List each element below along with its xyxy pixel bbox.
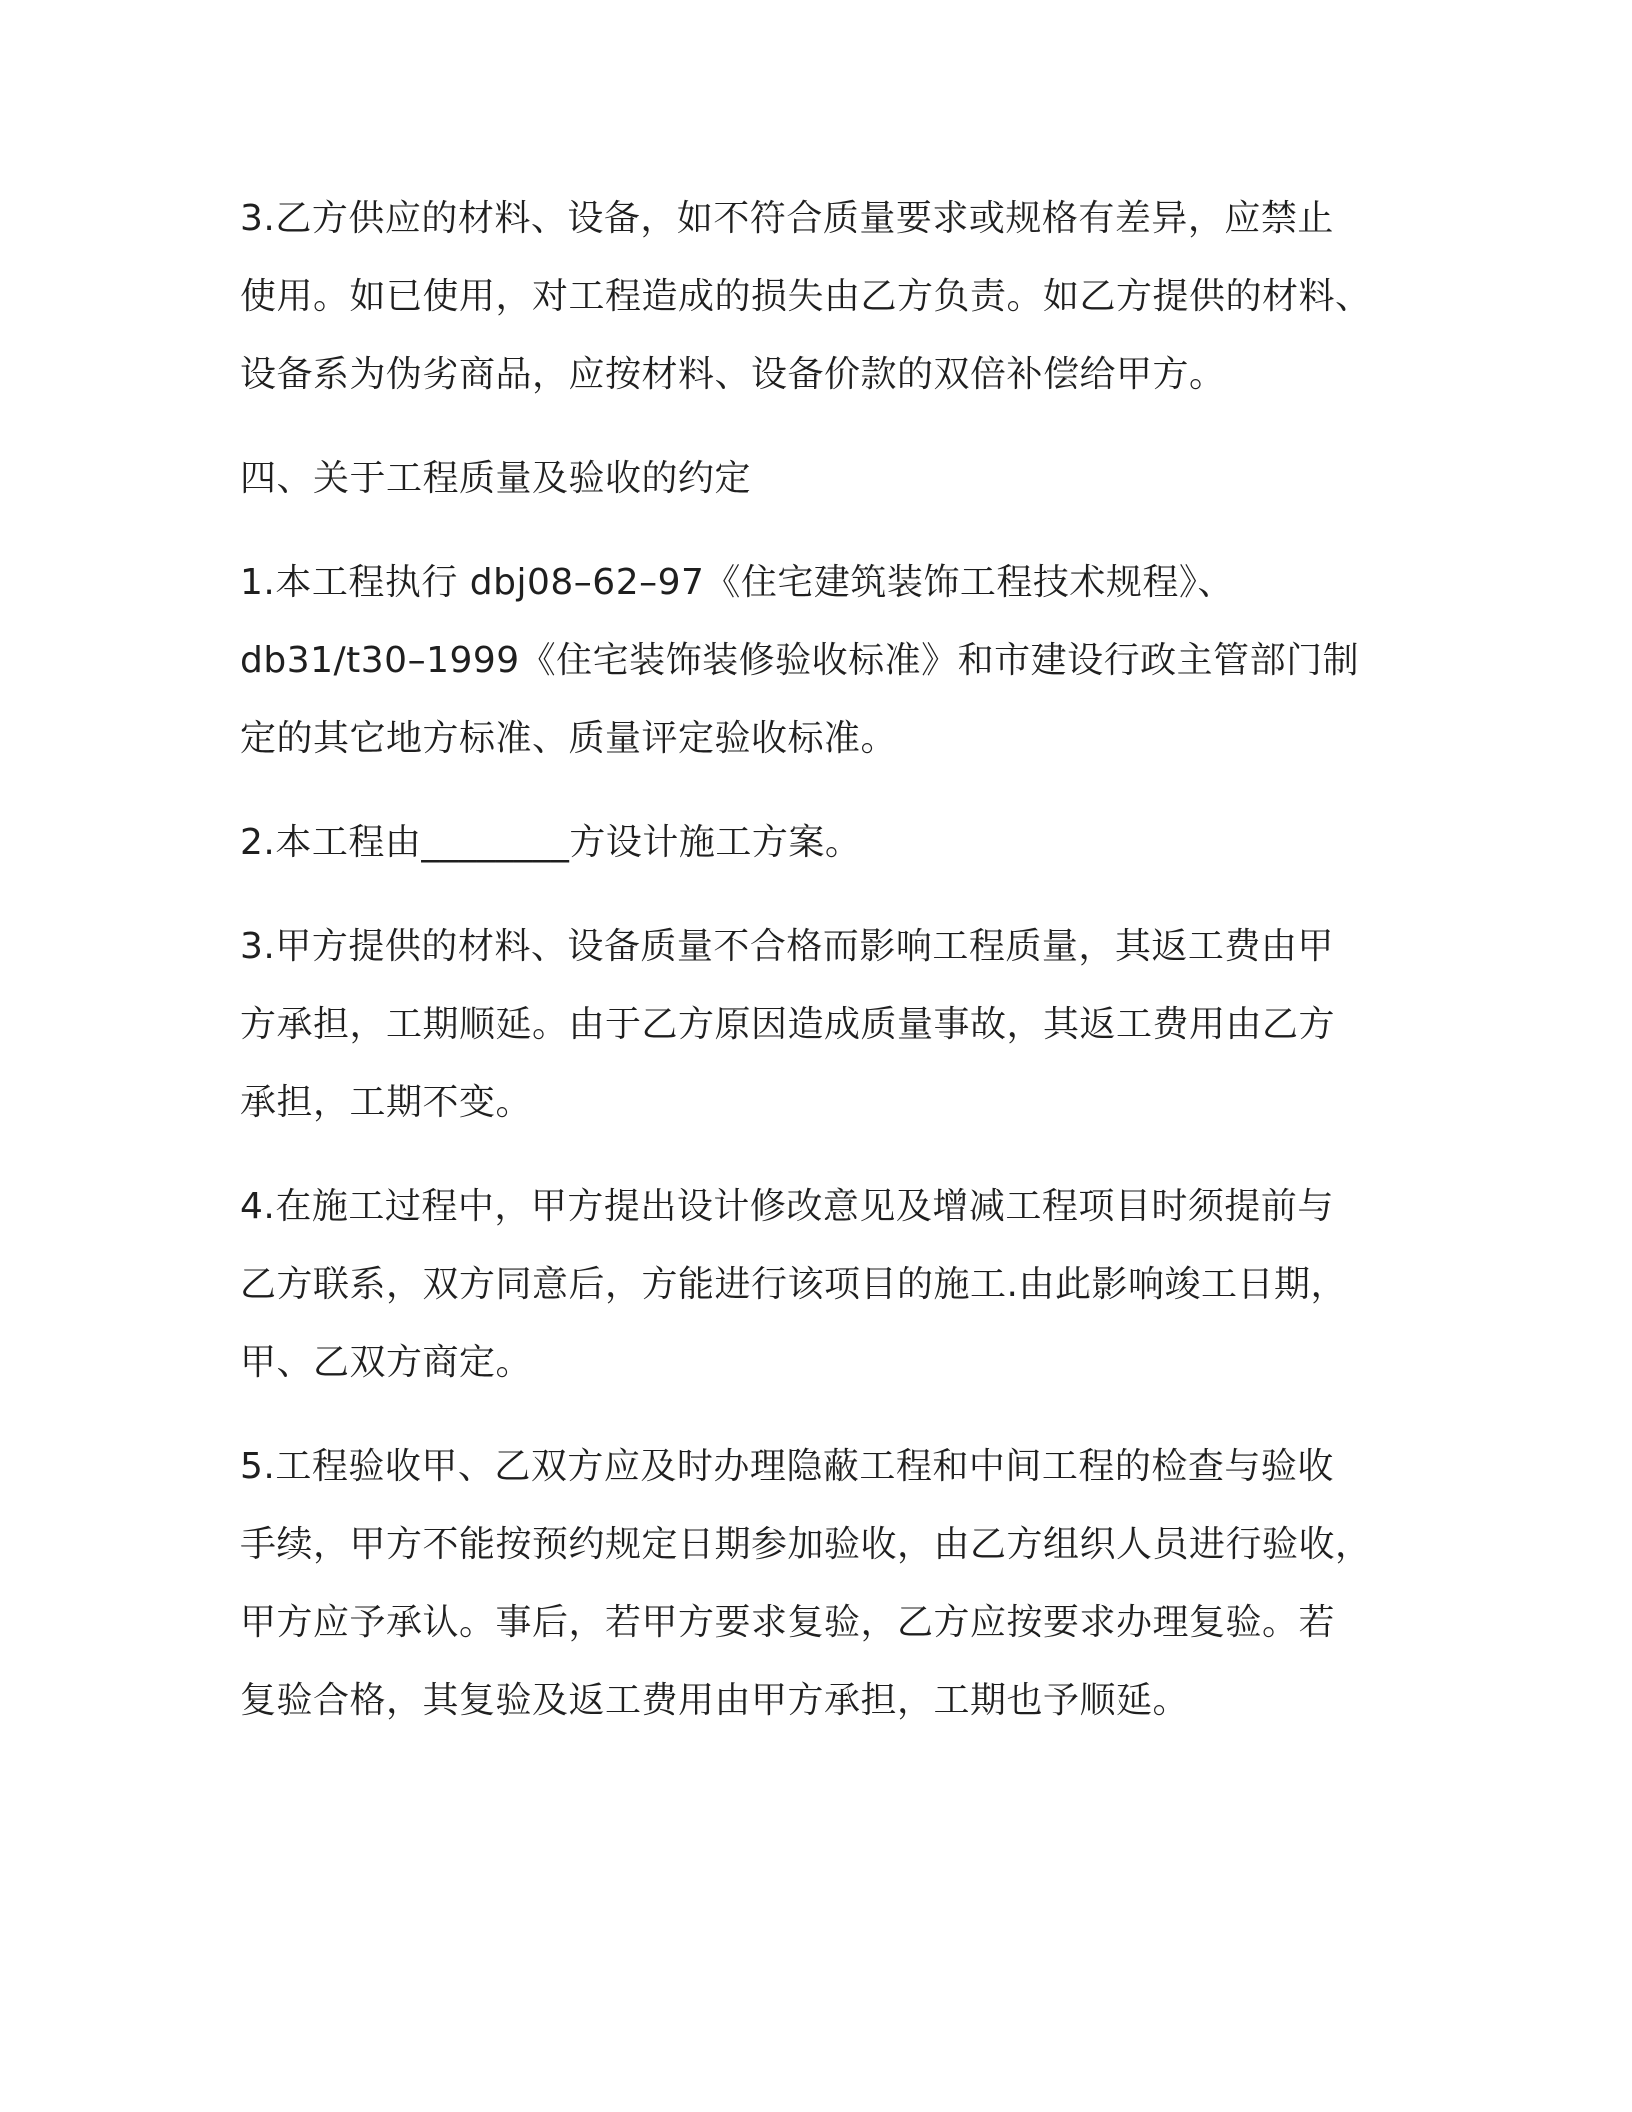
text-line: 设备系为伪劣商品，应按材料、设备价款的双倍补偿给甲方。	[240, 354, 1226, 395]
section-heading	[240, 440, 1400, 518]
document-body	[240, 180, 1400, 1766]
text-line: 复验合格，其复验及返工费用由甲方承担，工期也予顺延。	[240, 1680, 1190, 1721]
text-line: 方承担，工期顺延。由于乙方原因造成质量事故，其返工费用由乙方	[240, 1004, 1336, 1045]
text-line: 5.工程验收甲、乙双方应及时办理隐蔽工程和中间工程的检查与验收	[240, 1446, 1334, 1487]
text-line: 乙方联系，双方同意后，方能进行该项目的施工.由此影响竣工日期，	[240, 1264, 1347, 1305]
paragraph-acceptance	[240, 1428, 1400, 1740]
paragraph-material-quality	[240, 908, 1400, 1142]
text-line: db31/t30–1999《住宅装饰装修验收标准》和市建设行政主管部门制	[240, 640, 1360, 681]
text-line: 1.本工程执行 dbj08–62–97《住宅建筑装饰工程技术规程》、	[240, 562, 1234, 603]
text-line: 手续，甲方不能按预约规定日期参加验收，由乙方组织人员进行验收，	[240, 1524, 1372, 1565]
paragraph-design-party	[240, 804, 1400, 882]
text-line: 甲方应予承认。事后，若甲方要求复验，乙方应按要求办理复验。若	[240, 1602, 1336, 1643]
paragraph-standards	[240, 544, 1400, 778]
text-line: 甲、乙双方商定。	[240, 1342, 533, 1383]
text-line: 4.在施工过程中，甲方提出设计修改意见及增减工程项目时须提前与	[240, 1186, 1334, 1227]
text-line: 使用。如已使用，对工程造成的损失由乙方负责。如乙方提供的材料、	[240, 276, 1372, 317]
section-heading-text: 四、关于工程质量及验收的约定	[240, 458, 752, 499]
text-line: 3.乙方供应的材料、设备，如不符合质量要求或规格有差异，应禁止	[240, 198, 1334, 239]
text-line: 2.本工程由________方设计施工方案。	[240, 822, 862, 863]
text-line: 承担，工期不变。	[240, 1082, 533, 1123]
text-line: 3.甲方提供的材料、设备质量不合格而影响工程质量，其返工费由甲	[240, 926, 1334, 967]
text-line: 定的其它地方标准、质量评定验收标准。	[240, 718, 898, 759]
paragraph-design-changes	[240, 1168, 1400, 1402]
paragraph-material-supply	[240, 180, 1400, 414]
